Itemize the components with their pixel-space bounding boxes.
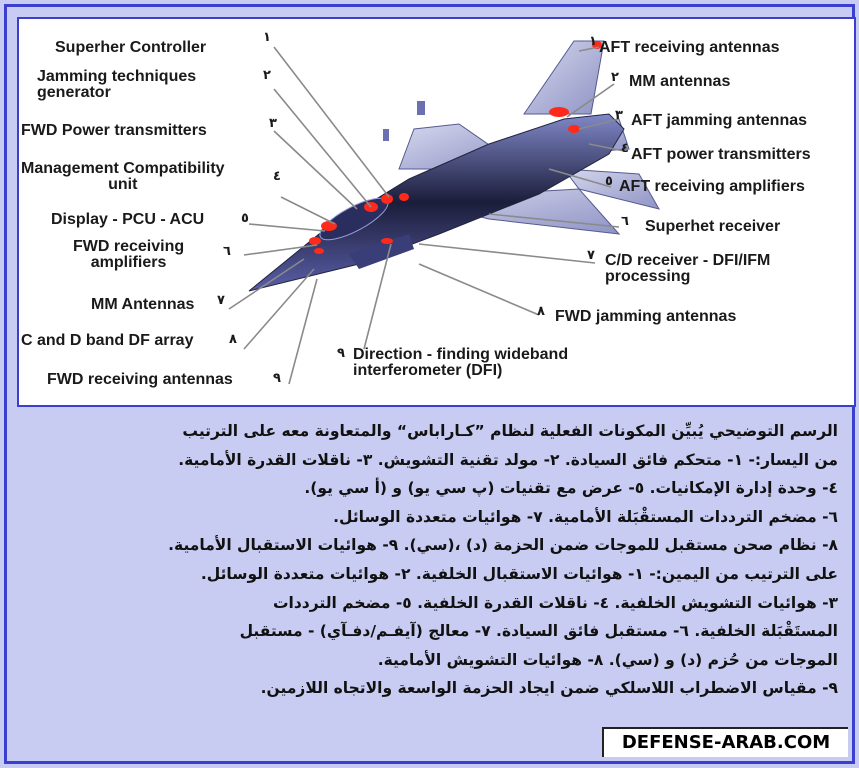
caption-line: الموجات من حُزم (د) و (سي). ٨- هوائيات التشويش الأمامية. bbox=[377, 650, 838, 669]
label-superhet-receiver: Superhet receiver bbox=[645, 218, 781, 235]
component-marker bbox=[381, 238, 393, 244]
arabic-caption bbox=[8, 417, 838, 703]
label-management-compatibility: Management Compatibility unit bbox=[21, 160, 225, 193]
label-fwd-receiving-amplifiers: FWD receiving amplifiers bbox=[73, 238, 185, 271]
vertical-tail bbox=[524, 41, 604, 114]
label-number: ٥ bbox=[605, 174, 613, 189]
label-number: ٢ bbox=[263, 68, 271, 83]
infographic-frame bbox=[4, 4, 855, 764]
label-number: ٦ bbox=[223, 244, 231, 259]
label-aft-receiving-amplifiers: AFT receiving amplifiers bbox=[619, 178, 805, 195]
label-mm-antennas-right: MM antennas bbox=[629, 73, 731, 90]
component-marker bbox=[399, 193, 409, 201]
caption-line: ٦- مضخم الترددات المستقْبَلة الأمامية. ٧- هوائيات متعددة الوسائل. bbox=[333, 507, 838, 526]
label-number: ٧ bbox=[217, 293, 225, 308]
label-jamming-techniques: Jamming techniques generator bbox=[37, 68, 197, 101]
label-display-pcu-acu: Display - PCU - ACU bbox=[51, 211, 205, 228]
caption-line: على الترتيب من اليمين:- ١- هوائيات الاستقبال الخلفية. ٢- هوائيات متعددة الوسائل. bbox=[200, 564, 838, 583]
caption-line: من اليسار:- ١- متحكم فائق السيادة. ٢- مولد تقنية التشويش. ٣- ناقلات القدرة الأمامية. bbox=[178, 450, 838, 469]
label-fwd-power-transmitters: FWD Power transmitters bbox=[21, 122, 207, 139]
caption-line: ٩- مقياس الاضطراب اللاسلكي ضمن ايجاد الحزمة الواسعة والاتجاه اللازمين. bbox=[260, 679, 838, 698]
label-number: ٩ bbox=[337, 346, 345, 361]
antenna-stub bbox=[417, 101, 425, 115]
caption-line: ٤- وحدة إدارة الإمكانيات. ٥- عرض مع تقنيات (پ سي يو) و (أ سي يو). bbox=[304, 479, 838, 498]
label-mm-antennas-left: MM Antennas bbox=[91, 296, 195, 313]
label-number: ١ bbox=[589, 34, 597, 49]
component-marker bbox=[309, 237, 321, 245]
component-marker bbox=[321, 221, 337, 231]
label-number: ١ bbox=[263, 30, 271, 45]
label-number: ٤ bbox=[621, 141, 629, 156]
caption-line: المستَقْبَلة الخلفية. ٦- مستقبل فائق السيادة. ٧- معالج (آيفـم/دفـآي) - مستقبل bbox=[239, 622, 838, 641]
component-marker bbox=[568, 125, 580, 133]
label-number: ٨ bbox=[537, 304, 545, 319]
label-aft-receiving-antennas: AFT receiving antennas bbox=[599, 39, 780, 56]
label-fwd-receiving-antennas: FWD receiving antennas bbox=[47, 371, 233, 388]
label-number: ٩ bbox=[273, 371, 281, 386]
label-aft-jamming-antennas: AFT jamming antennas bbox=[631, 112, 808, 129]
label-number: ٨ bbox=[229, 332, 237, 347]
caption-line: ٨- نظام صحن مستقبل للموجات ضمن الحزمة (د) ،(سي). ٩- هوائيات الاستقبال الأمامية. bbox=[168, 536, 838, 555]
label-number: ٦ bbox=[621, 214, 629, 229]
antenna-stub bbox=[383, 129, 389, 141]
label-number: ٣ bbox=[615, 108, 623, 123]
label-number: ٣ bbox=[269, 116, 277, 131]
label-number: ٥ bbox=[241, 211, 249, 226]
component-marker bbox=[549, 107, 569, 117]
caption-line: ٣- هوائيات التشويش الخلفية. ٤- ناقلات القدرة الخلفية. ٥- مضخم الترددات bbox=[272, 593, 838, 612]
label-cd-receiver: C/D receiver - DFI/IFM processing bbox=[605, 252, 771, 285]
label-number: ٢ bbox=[611, 70, 619, 85]
label-superher-controller: Superher Controller bbox=[55, 39, 207, 56]
label-number: ٧ bbox=[587, 248, 595, 263]
label-fwd-jamming-antennas: FWD jamming antennas bbox=[555, 308, 737, 325]
label-aft-power-transmitters: AFT power transmitters bbox=[631, 146, 811, 163]
label-c-and-d-band-df-array: C and D band DF array bbox=[21, 332, 194, 349]
label-number: ٤ bbox=[273, 169, 281, 184]
watermark: DEFENSE-ARAB.COM bbox=[602, 727, 848, 757]
component-marker bbox=[314, 248, 324, 254]
label-direction-finding-dfi: Direction - finding wideband interferometer (DFI) bbox=[353, 346, 569, 379]
caption-line: الرسم التوضيحي يُبيِّن المكونات الفعلية لنظام ”كـاراباس“ والمتعاونة معه على الترتيب bbox=[182, 422, 838, 440]
